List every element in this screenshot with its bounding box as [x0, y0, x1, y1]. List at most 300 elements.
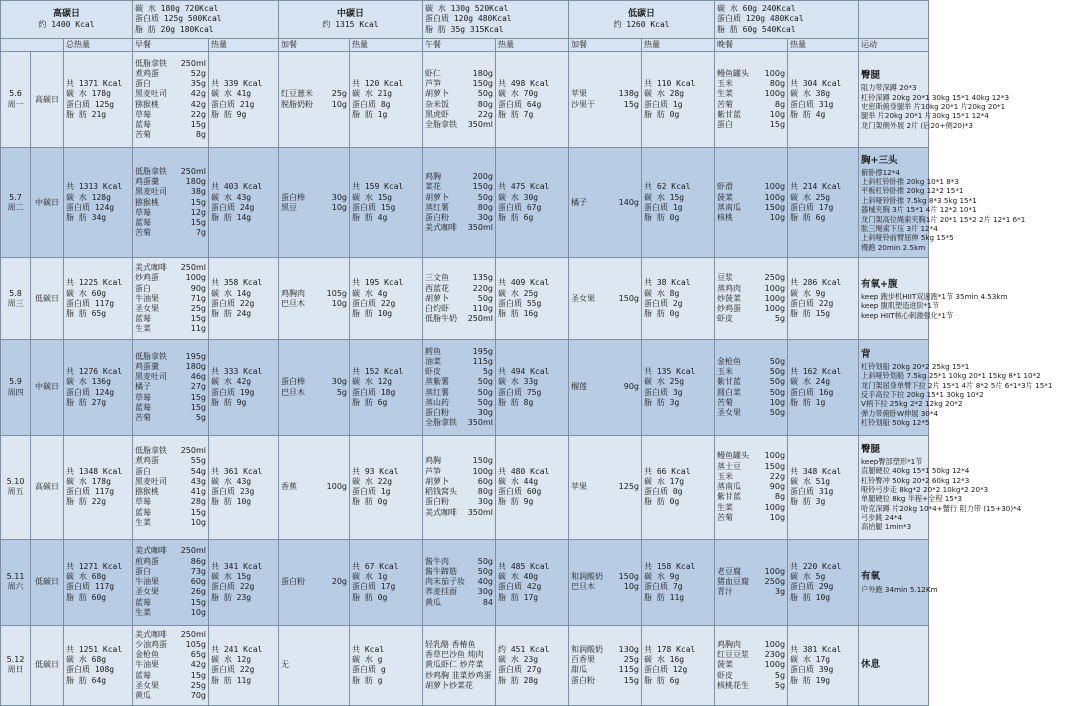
food-name: 苹果: [571, 482, 588, 492]
food-line: [717, 577, 785, 587]
cell-line: 碳 水 43g: [211, 192, 252, 202]
day-date-cell: [1, 340, 31, 435]
breakfast-kcal-cell: [209, 340, 279, 435]
food-line: [135, 660, 206, 670]
snack1-cell: [279, 340, 350, 435]
food-amount: 27g: [190, 382, 206, 392]
cell-line: 共 381 Kcal: [790, 644, 842, 654]
food-name: 胡萝卜: [425, 476, 450, 486]
food-name: 美式咖啡: [135, 546, 167, 556]
food-line: [281, 203, 347, 213]
food-line: [135, 546, 206, 556]
cell-line: 碳 水 40g: [498, 572, 539, 582]
cell-line: 脂 肪 23g: [211, 592, 252, 602]
exercise-line: 俯卧撑12*4: [861, 167, 900, 177]
food-name: 圣女果: [717, 407, 742, 417]
cell-line: 共 480 Kcal: [498, 466, 550, 476]
exercise-line: keep HIIT核心刺激强化*1节: [861, 310, 954, 320]
column-header: 热量: [496, 39, 569, 52]
food-amount: 54g: [190, 466, 206, 476]
cell-line: 蛋白质 125g: [66, 99, 115, 109]
food-amount: 150g: [472, 79, 494, 89]
breakfast-kcal-cell: [209, 625, 279, 705]
cell-line: 蛋白质 19g: [211, 387, 255, 397]
cell-line: 脂 肪 15g: [790, 309, 831, 319]
breakfast-cell: [133, 340, 209, 435]
food-line: [717, 640, 785, 650]
food-line: [717, 314, 785, 324]
day-type: 高碳日: [35, 482, 59, 492]
food-amount: 40g: [477, 577, 494, 587]
snack1-cell: [279, 625, 350, 705]
food-name: 蒸土豆: [717, 461, 742, 471]
exercise-line: 上斜哑铃划船 7.5kg 25*1 10kg 20*1 15kg 8*1 10*2: [861, 371, 1041, 381]
food-line: [717, 482, 785, 492]
cell-line: 蛋白质 117g: [66, 298, 115, 308]
food-amount: 15g: [190, 314, 206, 324]
food-amount: 8g: [774, 492, 786, 502]
food-line: [135, 557, 206, 567]
exercise-line: 杠铃臀冲 50kg 20*2 60kg 12*3: [861, 475, 970, 485]
food-name: 牛油果: [135, 293, 159, 303]
food-name: 煮鸡蛋: [135, 68, 159, 78]
food-amount: 50g: [769, 356, 786, 366]
food-name: 蓝莓: [135, 670, 151, 680]
food-line: [717, 304, 785, 314]
cell-line: 蛋白质 55g: [498, 298, 542, 308]
food-amount: 180g: [185, 361, 206, 371]
cell-line: 脂 肪 10g: [352, 309, 393, 319]
food-name: 芦笋: [425, 466, 442, 476]
day-row: [1, 625, 1081, 705]
food-name: 鳗鱼罐头: [717, 68, 750, 78]
cell-line: 碳 水 68g: [66, 655, 107, 665]
food-line: [717, 388, 785, 398]
food-amount: 350ml: [467, 507, 494, 517]
food-name: 圣女果: [135, 680, 159, 690]
food-amount: 84: [482, 597, 494, 607]
food-amount: 90g: [623, 382, 640, 392]
exercise-cell: [859, 340, 1053, 435]
exercise-line: 上斜杠铃卧推 20kg 10*1 8*3: [861, 177, 959, 187]
day-weekday: 周日: [7, 665, 24, 675]
day-date-cell: [1, 258, 31, 340]
food-line: [425, 284, 493, 294]
cell-line: 蛋白质 31g: [790, 487, 834, 497]
food-amount: 130g: [618, 644, 640, 654]
lunch-cell: [423, 340, 496, 435]
food-name: 黄瓜: [135, 691, 151, 700]
food-amount: 15g: [769, 120, 786, 130]
food-line: [135, 120, 206, 130]
food-name: 蛋白棒: [281, 377, 305, 387]
food-amount: 11g: [190, 324, 206, 334]
cell-line: 共 1271 Kcal: [66, 561, 123, 571]
food-amount: 10g: [331, 99, 347, 109]
food-line: [425, 487, 493, 497]
cell-line: 蛋白质 15g: [352, 202, 396, 212]
food-amount: 5g: [482, 367, 494, 377]
exercise-line: 肱三绳索下压 3片 12*4: [861, 223, 938, 233]
cell-line: 脂 肪 0g: [644, 109, 680, 119]
cell-line: 碳 水 33g: [498, 377, 539, 387]
food-amount: 150g: [618, 293, 640, 303]
cell-line: 脂 肪 7g: [498, 109, 534, 119]
food-name: 虾滑: [717, 182, 734, 192]
food-name: 低脂拿铁: [135, 446, 167, 456]
lunch-cell: [423, 539, 496, 625]
cell-line: 脂 肪 0g: [352, 592, 388, 602]
cell-line: 碳 水 17g: [644, 476, 685, 486]
food-name: 虾仁: [425, 68, 442, 78]
food-line: [135, 508, 206, 518]
food-line: [135, 608, 206, 618]
food-name: 蒸山药: [425, 397, 450, 407]
day-date: 5.9: [9, 377, 22, 387]
food-line: [571, 198, 639, 208]
dinner-cell: [715, 539, 788, 625]
exercise-line: 龙门架屈身单臂下拉 2片 15*1 4片 8*2 5片 6*1*3片 15*1: [861, 380, 1053, 390]
food-amount: 135g: [472, 273, 494, 283]
food-name: 肉末茄子妆: [425, 577, 466, 587]
cell-line: 碳 水 25g: [644, 377, 685, 387]
cell-line: 蛋白质 1g: [352, 487, 391, 497]
food-amount: 22g: [769, 471, 786, 481]
cell-line: 蛋白质 12g: [644, 665, 688, 675]
cell-line: 蛋白质 16g: [790, 387, 834, 397]
food-line: [571, 482, 639, 492]
food-name: 蒸南瓜: [717, 482, 742, 492]
cell-line: 碳 水 178g: [66, 89, 111, 99]
food-amount: 15g: [190, 670, 206, 680]
snack1-kcal-cell: [350, 340, 423, 435]
food-name: 紫甘蓝: [717, 109, 742, 119]
food-amount: 200g: [472, 172, 494, 182]
cell-line: 脂 肪 0g: [644, 309, 680, 319]
food-line: [425, 100, 493, 110]
food-amount: 100g: [764, 304, 786, 314]
food-line: [425, 367, 493, 377]
food-amount: 100g: [185, 273, 206, 283]
food-line: [571, 665, 639, 675]
food-name: 和润酸奶: [571, 644, 604, 654]
cell-line: 碳 水 38g: [790, 89, 831, 99]
food-amount: 150g: [618, 572, 640, 582]
cell-line: 脂 肪 9g: [211, 397, 247, 407]
food-line: [425, 598, 493, 608]
food-line: [281, 388, 347, 398]
food-line: [135, 456, 206, 466]
food-amount: 50g: [769, 377, 786, 387]
food-amount: 100g: [764, 89, 786, 99]
food-amount: 110g: [472, 304, 494, 314]
food-name: 蛋白: [135, 283, 151, 293]
exercise-title: 休息: [861, 659, 881, 671]
food-amount: 80g: [769, 79, 786, 89]
food-line: [135, 518, 206, 528]
cell-line: 共 241 Kcal: [211, 644, 263, 654]
food-name: 玉米: [717, 79, 734, 89]
food-line: [717, 408, 785, 418]
cell-line: 蛋白质 124g: [66, 202, 115, 212]
breakfast-kcal-cell: [209, 148, 279, 258]
cell-line: 共 62 Kcal: [644, 182, 691, 192]
cell-line: 共 403 Kcal: [211, 182, 263, 192]
lunch-cell: [423, 625, 496, 705]
lunch-kcal-cell: [496, 435, 569, 539]
food-amount: 115g: [618, 665, 640, 675]
cell-line: 共 120 Kcal: [352, 79, 404, 89]
food-name: 草莓: [135, 207, 151, 217]
breakfast-kcal-cell: [209, 52, 279, 148]
food-amount: 195g: [472, 346, 494, 356]
cell-line: 脂 肪 6g: [644, 675, 680, 685]
food-name: 鳗鱼罐头: [717, 451, 750, 461]
exercise-line: 弓步跳 24*4: [861, 512, 903, 522]
cell-line: 碳 水 44g: [498, 476, 539, 486]
cell-line: 碳 水 23g: [498, 655, 539, 665]
food-amount: 80g: [477, 202, 494, 212]
cell-line: 蛋白质 75g: [498, 387, 542, 397]
exercise-line: 器械夹胸 3片 15*1 4片 12*2 10*1: [861, 205, 977, 215]
food-line: [281, 193, 347, 203]
food-amount: 43g: [190, 476, 206, 486]
food-amount: 20g: [331, 577, 347, 587]
food-name: 草莓: [135, 109, 151, 119]
food-line: [135, 198, 206, 208]
food-name: 酱牛肉: [425, 556, 450, 566]
food-amount: 350ml: [467, 418, 494, 428]
food-line: [425, 120, 493, 130]
day-date-cell: [1, 52, 31, 148]
day-type-cell: [31, 435, 64, 539]
cell-line: 碳 水 9g: [790, 288, 826, 298]
food-amount: 50g: [477, 293, 494, 303]
food-name: 蛋白粉: [425, 213, 450, 222]
dinner-cell: [715, 435, 788, 539]
snack1-cell: [279, 148, 350, 258]
cell-line: 蛋白质 7g: [644, 582, 683, 592]
food-line: [135, 681, 206, 691]
food-amount: 25g: [331, 89, 347, 99]
food-amount: 140g: [618, 197, 640, 207]
total-kcal-cell: [64, 340, 133, 435]
snack1-cell: [279, 539, 350, 625]
lunch-cell: [423, 52, 496, 148]
exercise-line: 阻力带深蹲 20*3: [861, 83, 917, 93]
food-name: 紫甘蓝: [717, 377, 742, 387]
exercise-line: 杠铃划船 20kg 20*2 25kg 15*1: [861, 361, 970, 371]
food-name: 胡萝卜: [425, 192, 450, 202]
food-line: [425, 273, 493, 283]
cell-line: 脂 肪 9g: [498, 497, 534, 507]
food-name: 酱牛蹄筋: [425, 566, 458, 576]
header-blank: [859, 1, 929, 39]
food-name: 沙果干: [571, 99, 596, 109]
mid-carb-header: 中碳日 约 1315 Kcal: [279, 1, 423, 39]
food-line: [425, 398, 493, 408]
snack1-cell: [279, 52, 350, 148]
food-line: [717, 660, 785, 670]
food-name: 蛋白粉: [425, 497, 450, 507]
cell-line: 脂 肪 1g: [790, 397, 826, 407]
cell-line: 碳 水 15g: [352, 192, 393, 202]
cell-line: 共 93 Kcal: [352, 466, 399, 476]
day-weekday: 周一: [7, 99, 24, 109]
food-amount: 115g: [472, 356, 494, 366]
exercise-line: 直腿硬拉 40kg 15*1 50kg 12*4: [861, 466, 970, 476]
food-name: 黑麦吐司: [135, 372, 167, 382]
food-line: [717, 681, 785, 691]
food-name: 油菜: [425, 356, 442, 366]
food-name: 美式咖啡: [425, 507, 458, 517]
food-line: [135, 477, 206, 487]
food-amount: 15g: [623, 99, 640, 109]
food-name: 三文鱼: [425, 273, 450, 283]
food-line: [571, 572, 639, 582]
food-name: 鸡胸肉: [717, 639, 742, 649]
snack2-kcal-cell: [642, 52, 715, 148]
food-amount: 180g: [185, 177, 206, 187]
exercise-cell: [859, 148, 1026, 258]
cell-line: 共 67 Kcal: [352, 561, 399, 571]
food-name: 橘子: [571, 197, 588, 207]
day-type: 低碳日: [35, 293, 59, 303]
food-line: [571, 655, 639, 665]
cell-line: 脂 肪 g: [352, 675, 383, 685]
food-amount: 150g: [472, 456, 494, 466]
cell-line: 蛋白质 124g: [66, 387, 115, 397]
cell-line: 共 152 Kcal: [352, 367, 404, 377]
food-name: 巴旦木: [281, 387, 305, 397]
food-amount: 100g: [764, 451, 786, 461]
food-line: [717, 451, 785, 461]
food-amount: 8g: [774, 99, 786, 109]
cell-line: 蛋白质 g: [352, 665, 386, 675]
food-amount: 65g: [190, 650, 206, 660]
breakfast-cell: [133, 52, 209, 148]
total-kcal-cell: [64, 52, 133, 148]
column-header-row: [1, 39, 1081, 52]
food-line: [135, 218, 206, 228]
day-weekday: 周四: [7, 387, 24, 397]
cell-line: 共 361 Kcal: [211, 466, 263, 476]
food-line: [135, 446, 206, 456]
food-line: [571, 676, 639, 686]
food-name: 美式咖啡: [425, 223, 458, 233]
dinner-cell: [715, 625, 788, 705]
food-amount: 180g: [472, 68, 494, 78]
food-line: [135, 630, 206, 640]
cell-line: 共 304 Kcal: [790, 79, 842, 89]
column-header: 热量: [209, 39, 279, 52]
food-name: 圣女果: [135, 304, 159, 314]
food-line: [425, 388, 493, 398]
food-amount: 90g: [190, 283, 206, 293]
food-name: 黄瓜: [425, 597, 442, 607]
food-name: 圣女果: [571, 293, 596, 303]
snack2-kcal-cell: [642, 625, 715, 705]
food-name: 玉米: [717, 367, 734, 377]
food-line: [281, 299, 347, 309]
day-date-cell: [1, 539, 31, 625]
food-name: 圆白菜: [717, 387, 742, 397]
food-name: 无: [281, 660, 289, 670]
cell-line: 蛋白质 3g: [644, 387, 683, 397]
column-header: 热量: [350, 39, 423, 52]
cell-line: 脂 肪 27g: [66, 397, 107, 407]
cell-line: 碳 水 43g: [211, 476, 252, 486]
food-amount: 10g: [769, 109, 786, 119]
food-name: 稻钱窝头: [425, 487, 458, 497]
exercise-line: 高抬腿 1min*3: [861, 522, 912, 532]
cell-line: 共 1251 Kcal: [66, 644, 123, 654]
food-amount: 25g: [623, 655, 640, 665]
food-name: 蓝莓: [135, 218, 151, 228]
food-amount: 100g: [764, 68, 786, 78]
snack2-cell: [569, 625, 642, 705]
exercise-cell: [859, 258, 1008, 340]
food-line: [135, 362, 206, 372]
food-line: [571, 582, 639, 592]
food-name: 胡萝卜: [425, 89, 450, 99]
cell-line: 共 1225 Kcal: [66, 278, 123, 288]
food-amount: 100g: [764, 639, 786, 649]
food-amount: 100g: [764, 293, 786, 303]
food-amount: 42g: [190, 99, 206, 109]
cell-line: 脂 肪 10g: [790, 592, 831, 602]
food-line: [135, 324, 206, 334]
food-name: 橘子: [135, 382, 151, 392]
food-name: 胡萝卜: [425, 293, 450, 303]
food-line: [717, 367, 785, 377]
cell-line: 碳 水 14g: [211, 288, 252, 298]
snack1-kcal-cell: [350, 625, 423, 705]
food-amount: 15g: [190, 120, 206, 130]
cell-line: 共 158 Kcal: [644, 561, 696, 571]
food-line: [135, 640, 206, 650]
food-line: [571, 382, 639, 392]
food-amount: 50g: [477, 387, 494, 397]
food-amount: 10g: [769, 213, 786, 222]
exercise-line: 杠铃划船 50kg 12*5: [861, 418, 930, 428]
food-line: [425, 79, 493, 89]
exercise-title: 背: [861, 348, 871, 360]
food-line: [717, 567, 785, 577]
cell-line: 脂 肪 4g: [352, 213, 388, 222]
food-name: 蒸紫薯: [425, 377, 450, 387]
food-line: [135, 567, 206, 577]
food-name: 核桃花生: [717, 680, 750, 690]
snack2-cell: [569, 539, 642, 625]
food-name: 鸡蛋羹: [135, 177, 159, 187]
food-line: [425, 557, 493, 567]
food-line: [425, 110, 493, 120]
day-date: 5.8: [9, 288, 22, 298]
food-line: [135, 352, 206, 362]
food-line: [425, 213, 493, 223]
dinner-kcal-cell: [788, 539, 859, 625]
exercise-line: 龙门架高位绳索夹胸1片 20*1 15*2 2片 12*1 6*1: [861, 214, 1026, 224]
cell-line: 脂 肪 6g: [498, 213, 534, 222]
food-name: 甜瓜: [571, 665, 588, 675]
cell-line: 共 358 Kcal: [211, 278, 263, 288]
food-amount: 150g: [764, 461, 786, 471]
food-amount: 80g: [477, 487, 494, 497]
food-name: 低脂拿铁: [135, 166, 167, 176]
food-amount: 22g: [477, 109, 494, 119]
exercise-title: 有氧+腹: [861, 278, 898, 290]
